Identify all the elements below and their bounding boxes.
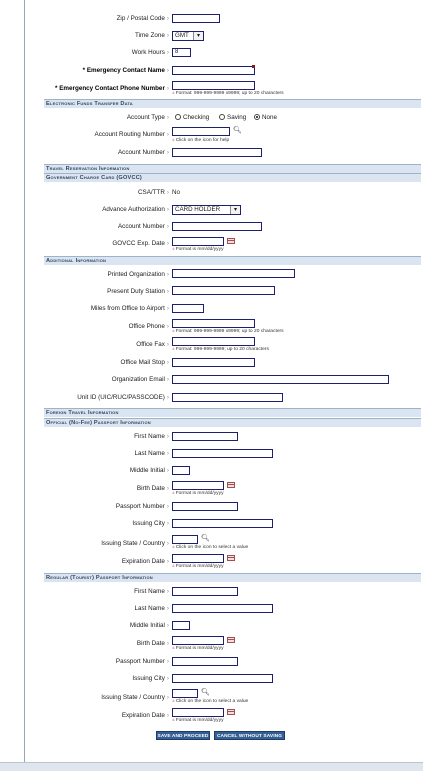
timezone-select[interactable]: GMT ▾ (172, 31, 204, 41)
required-marker (252, 65, 255, 68)
official-birth-label: Birth Date › (136, 485, 169, 492)
regular-last-input[interactable] (172, 604, 273, 613)
regular-first-input[interactable] (172, 587, 238, 596)
miles-input[interactable] (172, 304, 204, 313)
emergency-phone-label: * Emergency Contact Phone Number › (55, 85, 169, 92)
official-middle-input[interactable] (172, 466, 190, 475)
govcc-account-label: Account Number › (117, 223, 169, 230)
official-birth-hint: ±Format is mm/dd/yyyy (172, 491, 224, 496)
info-icon: ± (172, 347, 175, 352)
regular-city-label: Issuing City › (132, 675, 169, 682)
official-state-hint: ±Click on the icon to select a value (172, 545, 249, 550)
radio-none[interactable]: None (254, 114, 277, 122)
magnifier-icon[interactable]: 🔍︎ (233, 127, 242, 134)
unit-label: Unit ID (UIC/RUC/PASSCODE) › (77, 394, 169, 401)
official-middle-label: Middle Initial › (129, 467, 169, 474)
regular-birth-input[interactable] (172, 636, 224, 645)
regular-state-label: Issuing State / Country › (101, 694, 169, 701)
calendar-icon[interactable] (227, 482, 235, 488)
govcc-account-input[interactable] (172, 222, 262, 231)
official-exp-label: Expiration Date › (121, 558, 169, 565)
org-label: Printed Organization › (107, 271, 169, 278)
calendar-icon[interactable] (227, 555, 235, 561)
info-icon: ± (172, 329, 175, 334)
section-eft: Electronic Funds Transfer Data (44, 99, 421, 108)
radio-circle[interactable] (175, 114, 181, 120)
regular-first-label: First Name › (134, 588, 169, 595)
radio-circle-selected[interactable] (254, 114, 260, 120)
regular-exp-hint: ±Format is mm/dd/yyyy (172, 718, 224, 723)
mailstop-label: Office Mail Stop › (120, 359, 169, 366)
emergency-name-input[interactable] (172, 66, 255, 75)
radio-circle[interactable] (219, 114, 225, 120)
eft-account-input[interactable] (172, 148, 262, 157)
govcc-exp-input[interactable] (172, 237, 224, 246)
info-icon: ± (172, 699, 175, 704)
info-icon: ± (172, 138, 175, 143)
official-exp-hint: ±Format is mm/dd/yyyy (172, 564, 224, 569)
section-regular-passport: Regular (Tourist) Passport Information (44, 573, 421, 582)
email-input[interactable] (172, 375, 389, 384)
official-state-label: Issuing State / Country › (101, 540, 169, 547)
chevron-down-icon: ▾ (193, 32, 203, 40)
regular-middle-input[interactable] (172, 621, 190, 630)
info-icon: ± (172, 91, 175, 96)
regular-birth-label: Birth Date › (136, 640, 169, 647)
regular-exp-label: Expiration Date › (121, 712, 169, 719)
official-state-input[interactable] (172, 535, 198, 544)
emergency-phone-hint: ±Format: 999-999-9999 x9999; up to 20 characters (172, 91, 284, 96)
advance-label: Advance Authorization › (102, 206, 169, 213)
regular-passport-label: Passport Number › (115, 658, 169, 665)
info-icon: ± (172, 491, 175, 496)
emergency-name-label: * Emergency Contact Name › (82, 67, 169, 74)
miles-label: Miles from Office to Airport › (90, 305, 169, 312)
office-fax-label: Office Fax › (136, 341, 169, 348)
official-city-input[interactable] (172, 519, 273, 528)
section-travel: Travel Reservation Information (44, 164, 421, 173)
calendar-icon[interactable] (227, 709, 235, 715)
info-icon: ± (172, 247, 175, 252)
official-birth-input[interactable] (172, 481, 224, 490)
radio-checking[interactable]: Checking (175, 114, 209, 122)
org-input[interactable] (172, 269, 295, 278)
office-fax-input[interactable] (172, 337, 255, 346)
official-first-input[interactable] (172, 432, 238, 441)
save-and-proceed-button[interactable]: SAVE AND PROCEED (156, 731, 210, 740)
timezone-label: Time Zone › (135, 32, 169, 39)
regular-exp-input[interactable] (172, 708, 224, 717)
duty-input[interactable] (172, 286, 275, 295)
chevron-down-icon: ▾ (230, 206, 240, 214)
govcc-exp-label: GOVCC Exp. Date › (112, 240, 169, 247)
govcc-exp-hint: ±Format is mm/dd/yyyy (172, 247, 224, 252)
section-official-passport: Official (No-Fee) Passport Information (44, 418, 421, 427)
work-hours-label: Work Hours › (131, 49, 169, 56)
section-additional: Additional Information (44, 256, 421, 265)
regular-city-input[interactable] (172, 674, 273, 683)
official-city-label: Issuing City › (132, 520, 169, 527)
mailstop-input[interactable] (172, 358, 255, 367)
zip-label: Zip / Postal Code › (116, 15, 169, 22)
calendar-icon[interactable] (227, 238, 235, 244)
radio-saving[interactable]: Saving (219, 114, 246, 122)
regular-state-hint: ±Click on the icon to select a value (172, 699, 249, 704)
unit-input[interactable] (172, 393, 283, 402)
magnifier-icon[interactable]: 🔍︎ (201, 689, 210, 696)
duty-label: Present Duty Station › (107, 288, 169, 295)
official-first-label: First Name › (134, 433, 169, 440)
official-last-label: Last Name › (134, 450, 169, 457)
section-foreign: Foreign Travel Information (44, 408, 421, 417)
regular-passport-input[interactable] (172, 657, 238, 666)
routing-label: Account Routing Number › (94, 131, 169, 138)
official-exp-input[interactable] (172, 554, 224, 563)
info-icon: ± (172, 545, 175, 550)
email-label: Organization Email › (111, 376, 169, 383)
official-passport-label: Passport Number › (115, 503, 169, 510)
cancel-without-saving-button[interactable]: CANCEL WITHOUT SAVING (214, 731, 285, 740)
info-icon: ± (172, 564, 175, 569)
routing-hint: ±Click on the icon for help (172, 138, 230, 143)
advance-select[interactable]: CARD HOLDER ▾ (172, 205, 241, 215)
regular-state-input[interactable] (172, 689, 198, 698)
account-type-label: Account Type › (126, 114, 169, 121)
routing-input[interactable] (172, 127, 230, 136)
official-last-input[interactable] (172, 449, 273, 458)
section-govcc: Government Charge Card (GOVCC) (44, 173, 421, 182)
magnifier-icon[interactable]: 🔍︎ (201, 535, 210, 542)
regular-middle-label: Middle Initial › (129, 622, 169, 629)
regular-birth-hint: ±Format is mm/dd/yyyy (172, 646, 224, 651)
eft-account-label: Account Number › (117, 149, 169, 156)
office-phone-input[interactable] (172, 319, 255, 328)
zip-input[interactable] (172, 14, 220, 23)
work-hours-input[interactable]: 8 (172, 48, 191, 57)
calendar-icon[interactable] (227, 637, 235, 643)
info-icon: ± (172, 646, 175, 651)
csa-value: No (172, 189, 181, 196)
info-icon: ± (172, 718, 175, 723)
office-phone-label: Office Phone › (128, 323, 169, 330)
csa-label: CSA/TTR › (137, 189, 169, 196)
emergency-phone-input[interactable] (172, 81, 255, 90)
office-fax-hint: ±Format: 999-999-9999; up to 20 characters (172, 347, 269, 352)
regular-last-label: Last Name › (134, 605, 169, 612)
office-phone-hint: ±Format: 999-999-9999 x9999; up to 20 characters (172, 329, 284, 334)
official-passport-input[interactable] (172, 502, 238, 511)
